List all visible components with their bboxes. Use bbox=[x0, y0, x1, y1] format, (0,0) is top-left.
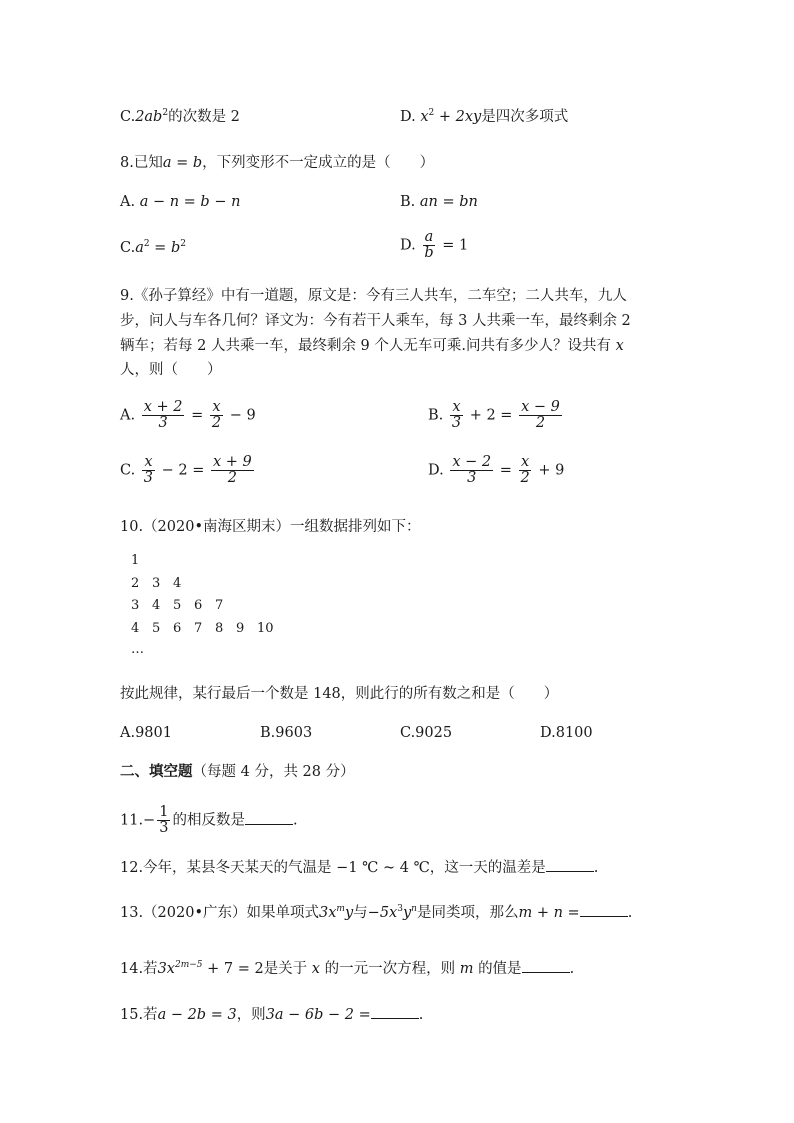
fraction: $\frac{a}{b}$ bbox=[424, 229, 434, 261]
sequence-row-1: 1 bbox=[131, 553, 140, 568]
sequence-row-4: 4 5 6 7 8 9 10 bbox=[131, 621, 274, 636]
option-label: C. bbox=[120, 109, 136, 125]
sequence-row-2: 2 3 4 bbox=[131, 576, 182, 591]
q8-option-d: D. $\frac{a}{b}$ = 1 bbox=[400, 229, 469, 261]
sequence-row-3: 3 4 5 6 7 bbox=[131, 598, 224, 613]
sequence-ellipsis: … bbox=[131, 642, 144, 657]
answer-blank bbox=[580, 902, 628, 917]
q8-option-b: B. an = bn bbox=[400, 194, 478, 210]
q8-option-a: A. a − n = b − n bbox=[120, 194, 241, 210]
answer-blank bbox=[371, 1004, 419, 1019]
q10-stem: 10.（2020•南海区期末）一组数据排列如下： bbox=[120, 519, 421, 535]
q13: 13.（2020•广东）如果单项式$3x^my$与$-5x^3y^n$是同类项，那么m + n = . bbox=[120, 902, 632, 923]
q9-line-3: 辆车；若每 2 人共乘一车，最终剩余 9 个人无车可乘.问共有多少人？设共有 x bbox=[120, 338, 624, 354]
q14: 14.若$3x^{2m-5} + 7 = 2$是关于 x 的一元一次方程，则 m 的值是 . bbox=[120, 958, 574, 979]
q9-line-2: 步，问人与车各几何？译文为：今有若干人乘车，每 3 人共乘一车，最终剩余 2 bbox=[120, 313, 631, 329]
q10-option-d: D.8100 bbox=[540, 725, 593, 741]
q10-question: 按此规律，某行最后一个数是 148，则此行的所有数之和是（ ） bbox=[120, 686, 559, 702]
q10-option-b: B.9603 bbox=[260, 725, 313, 741]
q9-line-1: 9.《孙子算经》中有一道题，原文是：今有三人共车，二车空；二人共车，九人 bbox=[120, 288, 627, 304]
q9-line-4: 人，则（ ） bbox=[120, 362, 222, 378]
section-heading: 二、填空题（每题 4 分，共 28 分） bbox=[120, 763, 355, 780]
answer-blank bbox=[522, 958, 570, 973]
option-label: D. bbox=[400, 109, 416, 125]
q7-option-d: D. $x^2 + 2xy$是四次多项式 bbox=[400, 108, 569, 125]
q9-option-c: C. $\frac{x}{3}$ − 2 = $\frac{x + 9}{2}$ bbox=[120, 454, 252, 486]
q9-option-b: B. $\frac{x}{3}$ + 2 = $\frac{x - 9}{2}$ bbox=[428, 399, 560, 431]
q10-option-a: A.9801 bbox=[120, 725, 172, 741]
q8-stem: 8.已知a = b，下列变形不一定成立的是（ ） bbox=[120, 155, 435, 171]
q7-option-c: $C.2ab^2$的次数是 2 bbox=[120, 108, 240, 125]
answer-blank bbox=[245, 810, 293, 825]
q11: 11.− $\frac{1}{3}$ 的相反数是 . bbox=[120, 804, 298, 836]
q8-option-c: $C.a^2 = b^2$ bbox=[120, 239, 186, 256]
q12: 12.今年，某县冬天某天的气温是 −1 ℃ ~ 4 ℃，这一天的温差是 . bbox=[120, 857, 598, 878]
q9-option-d: D. $\frac{x - 2}{3}$ = $\frac{x}{2}$ + 9 bbox=[428, 454, 565, 486]
q10-option-c: C.9025 bbox=[400, 725, 453, 741]
q15: 15.若a − 2b = 3，则3a − 6b − 2 = . bbox=[120, 1004, 423, 1025]
answer-blank bbox=[546, 857, 594, 872]
q9-option-a: A. $\frac{x + 2}{3}$ = $\frac{x}{2}$ − 9 bbox=[120, 399, 256, 431]
